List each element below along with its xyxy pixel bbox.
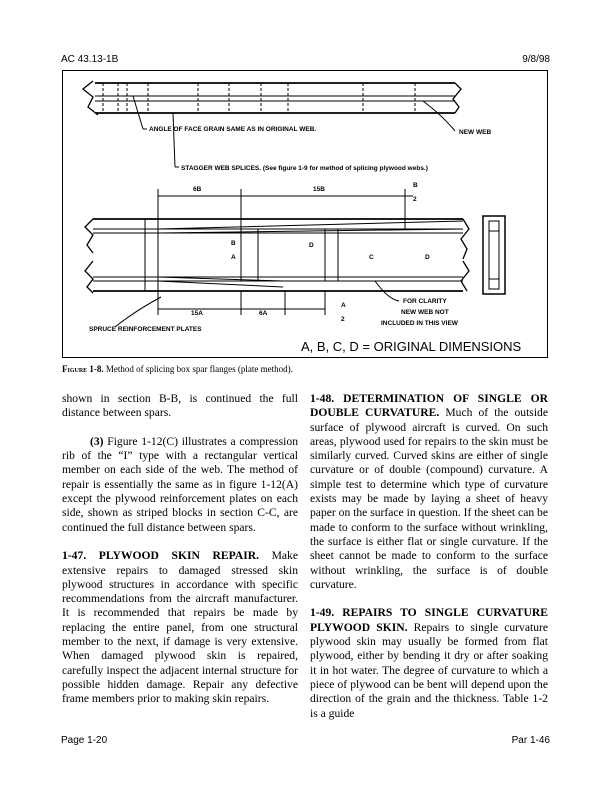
- header-date: 9/8/98: [522, 54, 550, 65]
- dim-a2-numerator: A: [341, 302, 346, 309]
- footer-paragraph-ref: Par 1-46: [511, 735, 550, 746]
- paragraph-3: [62, 435, 298, 535]
- right-column: [310, 392, 548, 735]
- caption-label: Figure 1-8.: [62, 364, 104, 374]
- section-1-48-heading: 1-48. DETERMINATION OF SINGLE OR DOUBLE CURVATURE.: [310, 392, 548, 420]
- paragraph-continued: shown in section B-B, is continued the full distance between spars.: [62, 392, 298, 420]
- figure-caption: [62, 364, 293, 374]
- label-for-clarity-1: FOR CLARITY: [403, 298, 447, 305]
- label-new-web: NEW WEB: [459, 129, 492, 136]
- spar-splice-diagram: [63, 71, 549, 359]
- section-1-47-heading: 1-47. PLYWOOD SKIN REPAIR.: [62, 549, 259, 563]
- dim-a2-denominator: 2: [341, 316, 345, 323]
- section-1-48: [310, 392, 548, 592]
- label-spruce-plates: SPRUCE REINFORCEMENT PLATES: [89, 326, 202, 333]
- dim-b2-numerator: B: [413, 182, 418, 189]
- label-d-left: D: [309, 242, 314, 249]
- dim-15a: 15A: [191, 310, 203, 317]
- label-a: A: [231, 254, 236, 261]
- section-1-49: [310, 606, 548, 720]
- label-d-right: D: [425, 254, 430, 261]
- figure-1-8: [62, 70, 548, 358]
- label-b: B: [231, 240, 236, 247]
- section-1-47-text: Make extensive repairs to damaged stressed skin plywood structures in accordance with specific recommendations from the aircraft manufacturer. It is recommended that repairs be made by replacing the entire panel, from one structural member to the next, if damage is very extensive. When damaged plywood skin is repaired, carefully inspect the adjacent internal structure for possible hidden damage. Repair any defective frame members prior to making skin repairs.: [62, 549, 299, 706]
- dim-6b: 6B: [193, 186, 202, 193]
- section-1-48-text: Much of the outside surface of plywood aircraft is curved. On such areas, plywood used for repairs to the skin must be similarly curved. Curved skins are either of single curvature or of double (compound) curvature. A simple test to determine which type of curvature exists may be made by laying a sheet of heavy paper on the surface in question. If the sheet can be made to conform to the surface without wrinkling, the surface is either flat or single curvature. If the sheet cannot be made to conform to the surface without wrinkling, the surface is of double curvature.: [310, 406, 548, 591]
- label-angle-of-grain: ANGLE OF FACE GRAIN SAME AS IN ORIGINAL WEB.: [149, 126, 317, 133]
- header-doc-number: AC 43.13-1B: [61, 54, 119, 65]
- dim-15b: 15B: [313, 186, 325, 193]
- legend-original-dimensions: A, B, C, D = ORIGINAL DIMENSIONS: [301, 339, 522, 354]
- section-1-49-heading: 1-49. REPAIRS TO SINGLE CURVATURE PLYWOOD SKIN.: [310, 606, 548, 634]
- paragraph-3-number: (3): [90, 434, 104, 448]
- paragraph-3-text: Figure 1-12(C) illustrates a compression rib of the “I” type with a rectangular vertical member on each side of the web. The method of repair is essentially the same as in figure 1-12(A) except the plywood reinforcement plates on each side, shown as striped blocks in section C-C, are continued the full distance between spars.: [62, 434, 298, 534]
- label-stagger-splices: STAGGER WEB SPLICES. (See figure 1-9 for method of splicing plywood webs.): [181, 165, 428, 172]
- label-for-clarity-3: INCLUDED IN THIS VIEW: [381, 320, 458, 327]
- label-for-clarity-2: NEW WEB NOT: [401, 309, 449, 316]
- label-c: C: [369, 254, 374, 261]
- dim-6a: 6A: [259, 310, 268, 317]
- caption-text: Method of splicing box spar flanges (plate method).: [103, 364, 293, 374]
- dim-b2-denominator: 2: [413, 196, 417, 203]
- footer-page-number: Page 1-20: [61, 735, 108, 746]
- left-column: [62, 392, 298, 721]
- section-1-49-text: Repairs to single curvature plywood skin may usually be formed from flat plywood, either by bending it dry or after soaking it in hot water. The degree of curvature to which a piece of plywood can be bent will depend upon the direction of the grain and the thickness. Table 1-2 is a guide: [310, 620, 548, 720]
- section-1-47: [62, 549, 298, 706]
